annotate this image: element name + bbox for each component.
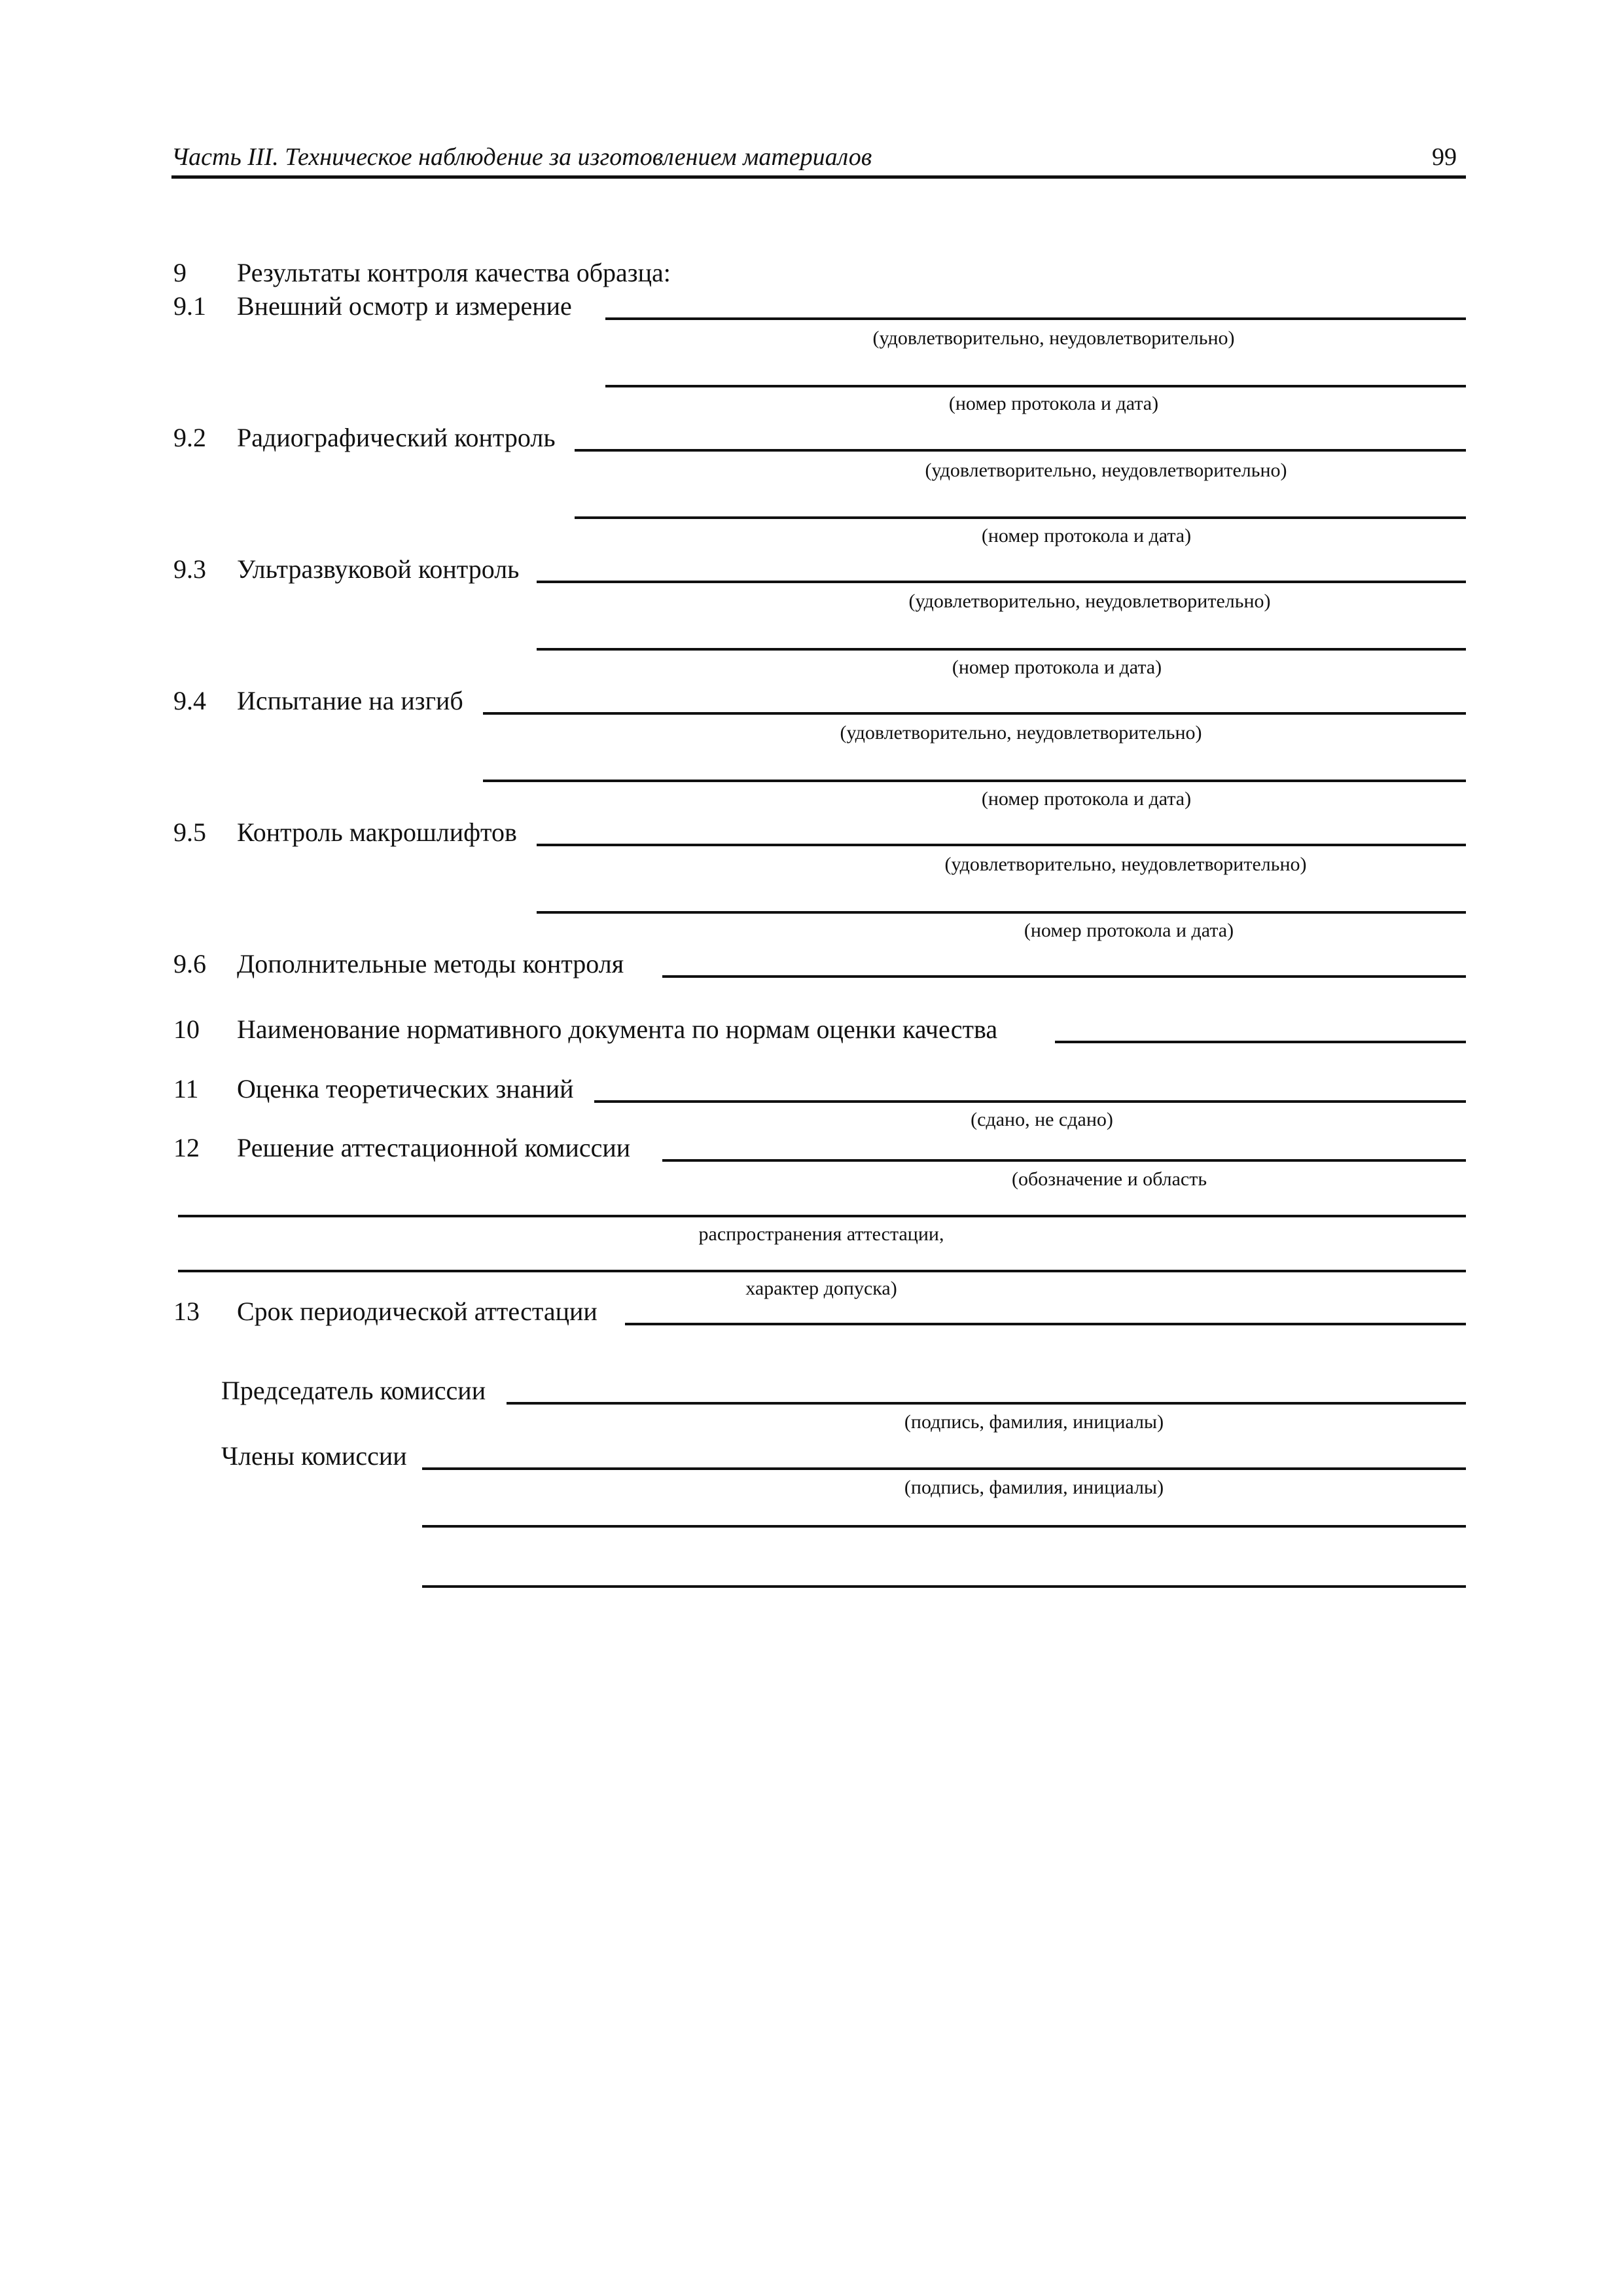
- item-9-1-protocol-caption: (номер протокола и дата): [948, 393, 1159, 414]
- item-12-number: 12: [173, 1133, 200, 1162]
- chair-label: Председатель комиссии: [221, 1376, 486, 1405]
- header-rule: [171, 175, 1466, 179]
- item-9-2-result-field[interactable]: [575, 449, 1466, 452]
- item-9-3-protocol-field[interactable]: [537, 648, 1466, 651]
- item-9-1-number: 9.1: [173, 291, 206, 321]
- item-9-1-protocol-field[interactable]: [605, 385, 1466, 387]
- item-9-5-result-field[interactable]: [537, 844, 1466, 846]
- item-12-label: Решение аттестационной комиссии: [237, 1133, 631, 1162]
- item-9-4-protocol-field[interactable]: [483, 780, 1466, 782]
- item-11-caption: (сдано, не сдано): [971, 1109, 1113, 1130]
- item-9-1-result-caption: (удовлетворительно, неудовлетворительно): [872, 327, 1235, 349]
- item-9-2-number: 9.2: [173, 423, 206, 452]
- chair-signature-caption: (подпись, фамилия, инициалы): [904, 1411, 1164, 1433]
- item-12-field-2[interactable]: [178, 1215, 1466, 1217]
- item-9-2-result-caption: (удовлетворительно, неудовлетворительно): [925, 459, 1287, 481]
- item-10-number: 10: [173, 1014, 200, 1044]
- item-10-label: Наименование нормативного документа по нормам оценки качества: [237, 1014, 998, 1044]
- item-9-4-result-field[interactable]: [483, 712, 1466, 715]
- item-9-5-result-caption: (удовлетворительно, неудовлетворительно): [944, 853, 1307, 875]
- item-9-4-protocol-caption: (номер протокола и дата): [981, 788, 1192, 810]
- item-9-3-result-field[interactable]: [537, 581, 1466, 583]
- item-9-3-protocol-caption: (номер протокола и дата): [952, 656, 1162, 678]
- item-9-number: 9: [173, 258, 187, 287]
- item-11-label: Оценка теоретических знаний: [237, 1074, 574, 1103]
- item-9-3-result-caption: (удовлетворительно, неудовлетворительно): [908, 590, 1271, 612]
- item-9-3-number: 9.3: [173, 554, 206, 584]
- item-9-6-label: Дополнительные методы контроля: [237, 949, 624, 978]
- item-9-5-number: 9.5: [173, 817, 206, 847]
- item-9-2-label: Радиографический контроль: [237, 423, 556, 452]
- chair-signature-field[interactable]: [507, 1402, 1466, 1405]
- item-9-4-label: Испытание на изгиб: [237, 686, 463, 715]
- item-9-1-label: Внешний осмотр и измерение: [237, 291, 572, 321]
- item-9-5-label: Контроль макрошлифтов: [237, 817, 517, 847]
- item-9-6-field[interactable]: [662, 975, 1466, 978]
- item-9-4-result-caption: (удовлетворительно, неудовлетворительно): [840, 722, 1202, 744]
- item-9-2-protocol-caption: (номер протокола и дата): [981, 525, 1192, 547]
- item-13-number: 13: [173, 1297, 200, 1326]
- member-signature-caption: (подпись, фамилия, инициалы): [904, 1477, 1164, 1498]
- item-12-caption-2: распространения аттестации,: [698, 1223, 944, 1245]
- item-9-5-protocol-caption: (номер протокола и дата): [1024, 920, 1234, 941]
- member-signature-field-1[interactable]: [422, 1467, 1466, 1470]
- members-label: Члены комиссии: [221, 1441, 407, 1471]
- item-9-4-number: 9.4: [173, 686, 206, 715]
- item-12-field-3[interactable]: [178, 1270, 1466, 1272]
- item-9-2-protocol-field[interactable]: [575, 516, 1466, 519]
- item-11-number: 11: [173, 1074, 199, 1103]
- item-11-field[interactable]: [594, 1100, 1466, 1103]
- item-9-label: Результаты контроля качества образца:: [237, 258, 671, 287]
- header-title: Часть III. Техническое наблюдение за изготовлением материалов: [171, 143, 872, 171]
- item-13-field[interactable]: [625, 1323, 1466, 1325]
- item-12-field-1[interactable]: [662, 1159, 1466, 1162]
- item-9-6-number: 9.6: [173, 949, 206, 978]
- item-10-field[interactable]: [1055, 1041, 1466, 1043]
- item-9-3-label: Ультразвуковой контроль: [237, 554, 520, 584]
- page-number: 99: [1432, 143, 1457, 171]
- item-13-label: Срок периодической аттестации: [237, 1297, 597, 1326]
- member-signature-field-3[interactable]: [422, 1585, 1466, 1588]
- member-signature-field-2[interactable]: [422, 1525, 1466, 1528]
- item-12-caption-1: (обозначение и область: [1011, 1168, 1207, 1190]
- item-12-caption-3: характер допуска): [745, 1278, 897, 1299]
- item-9-1-result-field[interactable]: [605, 317, 1466, 320]
- item-9-5-protocol-field[interactable]: [537, 911, 1466, 914]
